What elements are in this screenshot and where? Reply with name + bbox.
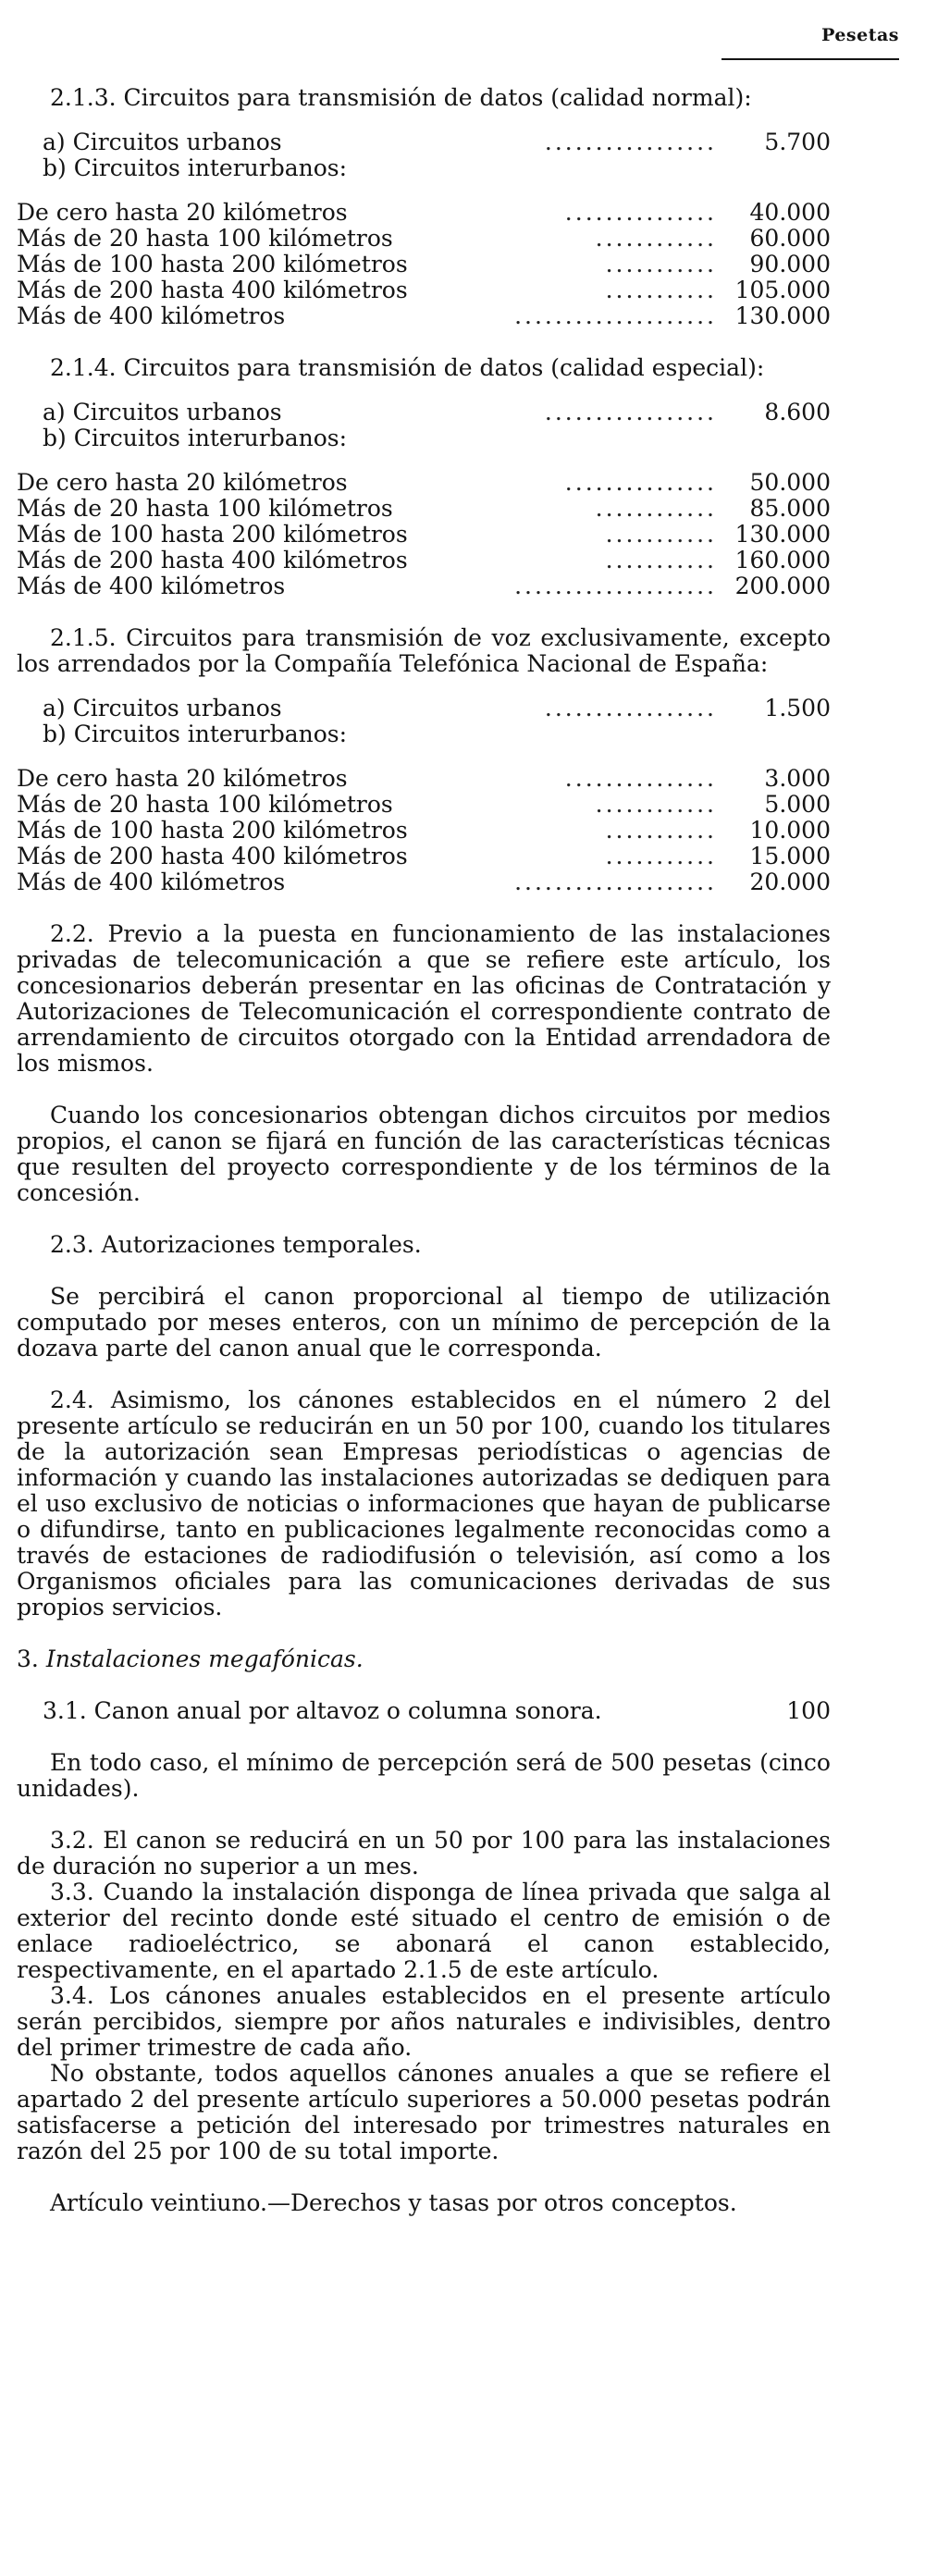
row-label: De cero hasta 20 kilómetros [17,470,348,496]
table-row [17,818,831,844]
leader-dots: ........... [605,252,717,277]
urban-circuits-row [17,696,831,721]
page-body [17,85,831,2216]
row-value: 8.600 [764,400,831,425]
section-2-1-4-heading: 2.1.4. Circuitos para transmisión de datos (calidad especial): [50,354,765,381]
row-label: Más de 100 hasta 200 kilómetros [17,818,408,844]
leader-dots: ................. [544,696,717,721]
row-label: Más de 400 kilómetros [17,573,286,599]
table-row [17,496,831,522]
table-row [17,766,831,792]
row-label: b) Circuitos interurbanos: [43,425,348,451]
leader-dots: ............ [595,226,717,252]
row-value: 15.000 [749,844,831,869]
row-label: a) Circuitos urbanos [43,400,282,425]
row-value: 40.000 [749,200,831,226]
leader-dots: .................... [514,303,717,329]
paragraph-2-4: 2.4. Asimismo, los cánones establecidos en el número 2 del presente artículo se reducirán en un 50 por 100, cuando los titulares de la autorización sean Empresas periodísticas o agencias de información y cuando las instalaciones autorizadas se dediquen para el uso exclusivo de noticias o informaciones que hayan de publicarse o difundirse, tanto en publicaciones legalmente reconocidas como a través de estaciones de radiodifusión o televisión, así como a los Organismos oficiales para las comunicaciones derivadas de sus propios servicios. [17,1387,831,1621]
leader-dots: ............ [595,792,717,818]
section-title: Instalaciones megafónicas. [45,1645,364,1672]
row-label: Más de 400 kilómetros [17,869,286,895]
row-value: 5.000 [764,792,831,818]
table-row [17,470,831,496]
row-value: 20.000 [749,869,831,895]
table-row [17,303,831,329]
distance-table [17,766,831,895]
row-value: 5.700 [764,129,831,155]
currency-column-header: Pesetas [821,25,899,45]
row-label: a) Circuitos urbanos [43,696,282,721]
leader-dots: ........... [605,844,717,869]
table-row [17,522,831,548]
paragraph-3-2: 3.2. El canon se reducirá en un 50 por 100 para las instalaciones de duración no superior a un mes. [17,1827,831,1880]
table-row [17,200,831,226]
distance-table [17,470,831,599]
leader-dots: ............ [595,496,717,522]
leader-dots: ........... [605,522,717,548]
row-value: 100 [786,1698,831,1724]
leader-dots: ........... [605,818,717,844]
section-3-1-row [17,1698,831,1724]
leader-dots: .................... [514,573,717,599]
leader-dots: .................... [514,869,717,895]
leader-dots: ............... [564,470,717,496]
row-value: 60.000 [749,226,831,252]
table-row [17,252,831,277]
leader-dots: ........... [605,548,717,573]
row-label: De cero hasta 20 kilómetros [17,200,348,226]
row-value: 10.000 [749,818,831,844]
header-rule [722,58,899,60]
leader-dots: ............... [564,200,717,226]
paragraph-2-3: Se percibirá el canon proporcional al tiempo de utilización computado por meses enteros, con un mínimo de percepción de la dozava parte del canon anual que le corresponda. [17,1283,831,1362]
row-label: Más de 100 hasta 200 kilómetros [17,252,408,277]
row-label: De cero hasta 20 kilómetros [17,766,348,792]
interurban-label-row [17,721,831,747]
paragraph-2-2: 2.2. Previo a la puesta en funcionamiento de las instalaciones privadas de telecomunicación a que se refiere este artículo, los concesionarios deberán presentar en las oficinas de Contratación y Autorizaciones de Telecomunicación el correspondiente contrato de arrendamiento de circuitos otorgado con la Entidad arrendadora de los mismos. [17,920,831,1077]
row-label: b) Circuitos interurbanos: [43,721,348,747]
row-value: 1.500 [764,696,831,721]
section-3-heading [17,1646,831,1672]
section-number: 3. [17,1645,39,1672]
row-label: b) Circuitos interurbanos: [43,155,348,181]
paragraph-3-4-continued: No obstante, todos aquellos cánones anuales a que se refiere el apartado 2 del presente artículo superiores a 50.000 pesetas podrán satisfacerse a petición del interesado por trimestres naturales en razón del 25 por 100 de su total importe. [17,2060,831,2164]
row-label: Más de 100 hasta 200 kilómetros [17,522,408,548]
leader-dots: ........... [605,277,717,303]
row-value: 130.000 [734,522,831,548]
row-label: Más de 200 hasta 400 kilómetros [17,277,408,303]
table-row [17,226,831,252]
urban-circuits-row [17,400,831,425]
table-row [17,844,831,869]
leader-dots: ................. [544,129,717,155]
row-label: Más de 20 hasta 100 kilómetros [17,496,393,522]
row-label: Más de 20 hasta 100 kilómetros [17,226,393,252]
section-2-3-heading: 2.3. Autorizaciones temporales. [50,1231,422,1258]
row-label: Más de 20 hasta 100 kilómetros [17,792,393,818]
distance-table [17,200,831,329]
table-row [17,277,831,303]
row-value: 130.000 [734,303,831,329]
row-value: 90.000 [749,252,831,277]
row-label: Más de 200 hasta 400 kilómetros [17,548,408,573]
table-row [17,548,831,573]
row-value: 85.000 [749,496,831,522]
interurban-label-row [17,155,831,181]
article-21-heading: Artículo veintiuno.—Derechos y tasas por otros conceptos. [50,2189,737,2216]
leader-dots: ............... [564,766,717,792]
row-value: 3.000 [764,766,831,792]
section-2-1-5-heading: 2.1.5. Circuitos para transmisión de voz exclusivamente, excepto los arrendados por la Compañía Telefónica Nacional de España: [17,624,831,677]
paragraph-2-2-continued: Cuando los concesionarios obtengan dichos circuitos por medios propios, el canon se fijará en función de las características técnicas que resulten del proyecto correspondiente y de los términos de la concesión. [17,1102,831,1206]
urban-circuits-row [17,129,831,155]
row-label: a) Circuitos urbanos [43,129,282,155]
row-label: 3.1. Canon anual por altavoz o columna sonora. [43,1698,602,1724]
row-value: 200.000 [734,573,831,599]
paragraph-3-1-minimum: En todo caso, el mínimo de percepción será de 500 pesetas (cinco unidades). [17,1749,831,1802]
row-label: Más de 200 hasta 400 kilómetros [17,844,408,869]
table-row [17,792,831,818]
row-value: 160.000 [734,548,831,573]
section-2-1-3-heading: 2.1.3. Circuitos para transmisión de datos (calidad normal): [50,84,752,111]
row-label: Más de 400 kilómetros [17,303,286,329]
table-row [17,573,831,599]
row-value: 105.000 [734,277,831,303]
leader-dots: ................. [544,400,717,425]
row-value: 50.000 [749,470,831,496]
table-row [17,869,831,895]
paragraph-3-3: 3.3. Cuando la instalación disponga de línea privada que salga al exterior del recinto donde esté situado el centro de emisión o de enlace radioeléctrico, se abonará el canon establecido, respectivamente, en el apartado 2.1.5 de este artículo. [17,1879,831,1983]
paragraph-3-4: 3.4. Los cánones anuales establecidos en el presente artículo serán percibidos, siempre por años naturales e indivisibles, dentro del primer trimestre de cada año. [17,1982,831,2061]
interurban-label-row [17,425,831,451]
